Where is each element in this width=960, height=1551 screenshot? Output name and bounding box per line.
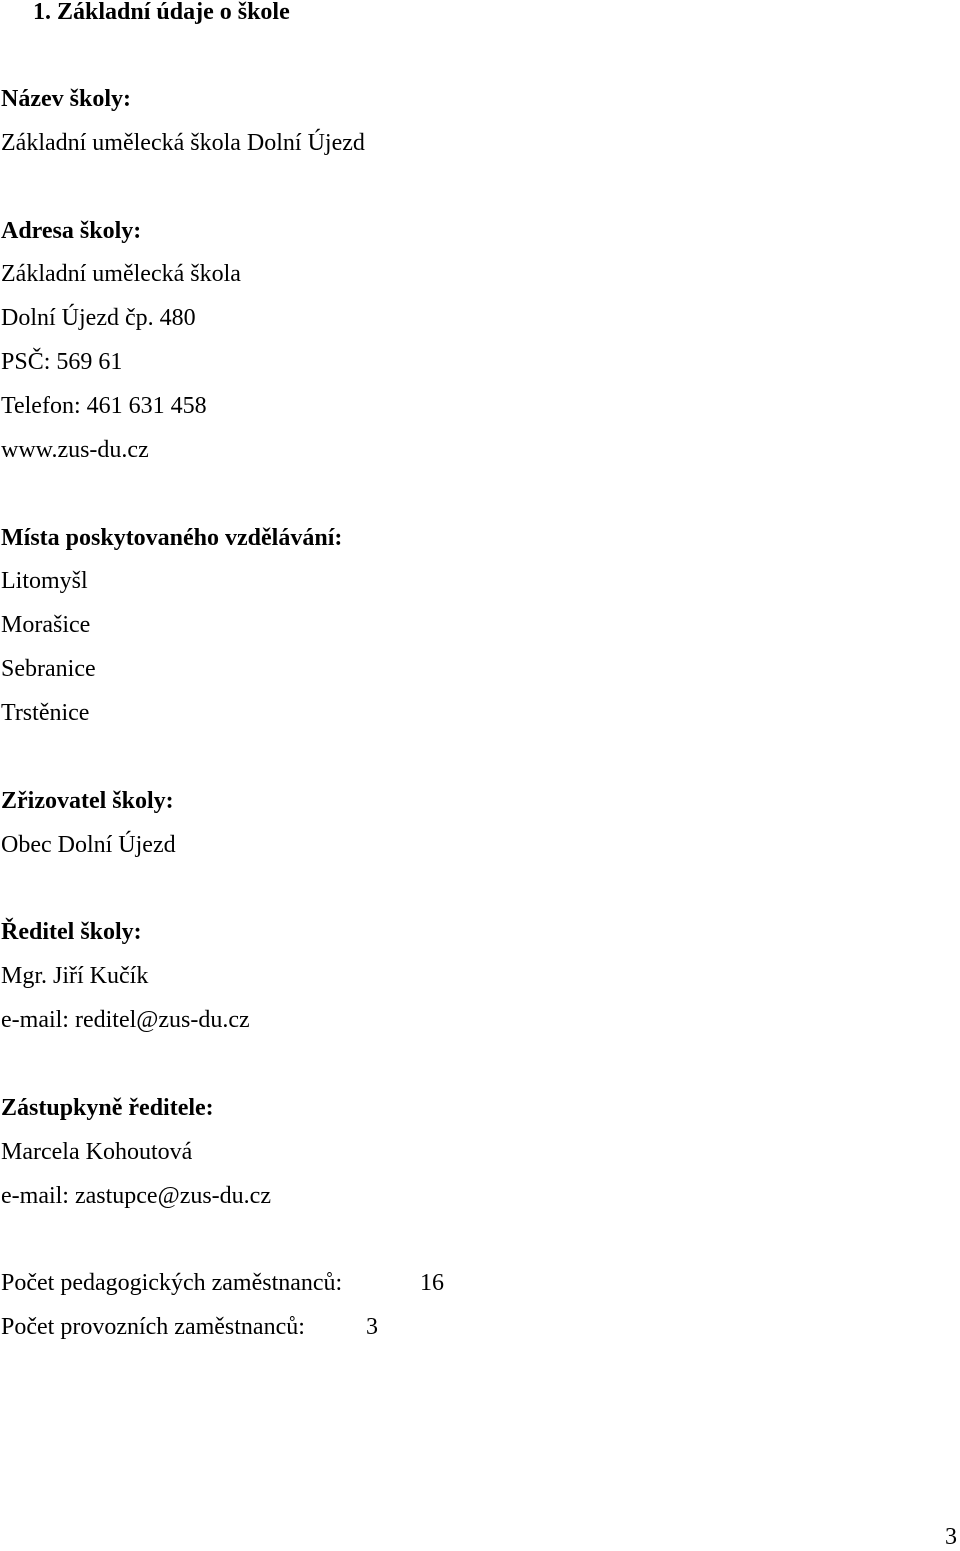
deputy-heading: Zástupkyně ředitele: bbox=[1, 1095, 214, 1121]
postal-code-line: PSČ: 569 61 bbox=[1, 349, 123, 375]
phone-line: Telefon: 461 631 458 bbox=[1, 393, 207, 419]
operational-staff-label: Počet provozních zaměstnanců: bbox=[1, 1314, 305, 1340]
director-email: e-mail: reditel@zus-du.cz bbox=[1, 1007, 250, 1033]
deputy-name: Marcela Kohoutová bbox=[1, 1139, 193, 1165]
school-address-heading: Adresa školy: bbox=[1, 218, 142, 244]
education-places-heading: Místa poskytovaného vzdělávání: bbox=[1, 525, 343, 551]
founder-heading: Zřizovatel školy: bbox=[1, 788, 174, 814]
director-heading: Ředitel školy: bbox=[1, 919, 142, 945]
pedagogical-staff-count: 16 bbox=[420, 1270, 444, 1296]
school-name-value: Základní umělecká škola Dolní Újezd bbox=[1, 130, 365, 156]
school-name-heading: Název školy: bbox=[1, 86, 131, 112]
operational-staff-count: 3 bbox=[366, 1314, 378, 1340]
page-number: 3 bbox=[945, 1524, 957, 1550]
education-place: Litomyšl bbox=[1, 568, 88, 594]
founder-value: Obec Dolní Újezd bbox=[1, 832, 176, 858]
website-line: www.zus-du.cz bbox=[1, 437, 149, 463]
education-place: Morašice bbox=[1, 612, 91, 638]
pedagogical-staff-label: Počet pedagogických zaměstnanců: bbox=[1, 1270, 343, 1296]
education-place: Trstěnice bbox=[1, 700, 90, 726]
address-line: Základní umělecká škola bbox=[1, 261, 241, 287]
deputy-email: e-mail: zastupce@zus-du.cz bbox=[1, 1183, 271, 1209]
education-place: Sebranice bbox=[1, 656, 96, 682]
chapter-title: 1. Základní údaje o škole bbox=[33, 0, 290, 25]
address-line: Dolní Újezd čp. 480 bbox=[1, 305, 196, 331]
director-name: Mgr. Jiří Kučík bbox=[1, 963, 149, 989]
